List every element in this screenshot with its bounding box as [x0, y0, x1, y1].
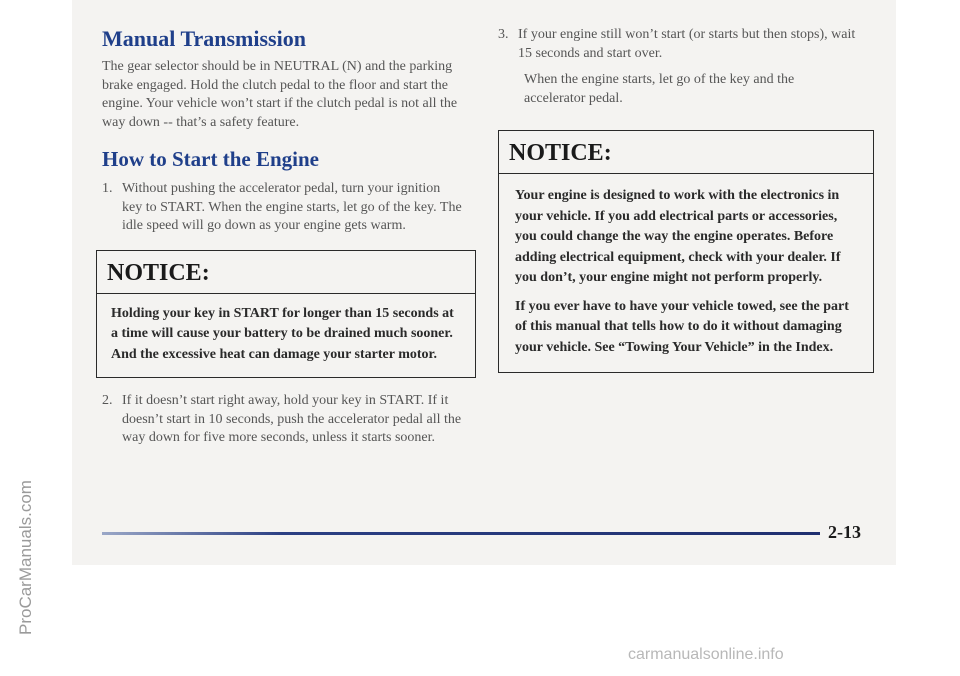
bottom-watermark: carmanualsonline.info — [628, 646, 784, 663]
step-3 — [498, 26, 863, 63]
step-3-text: If your engine still won’t start (or starts but then stops), wait 15 seconds and start over. — [518, 27, 856, 61]
start-engine-heading: How to Start the Engine — [102, 147, 319, 171]
step-1 — [102, 180, 462, 236]
notice-body — [97, 294, 475, 378]
step-2-text: If it doesn’t start right away, hold your key in START. If it doesn’t start in 10 seconds, push the accelerator pedal all the way down for five more seconds, unless it starts sooner. — [122, 393, 462, 445]
notice-paragraph-2: If you ever have to have your vehicle towed, see the part of this manual that tells how to do it without damaging your vehicle. See “Towing Your Vehicle” in the Index. — [515, 298, 849, 355]
step-3-followup: When the engine starts, let go of the key and the accelerator pedal. — [524, 72, 795, 106]
notice-body — [499, 174, 873, 372]
left-column — [102, 26, 482, 448]
side-watermark-text: ProCarManuals.com — [16, 480, 35, 635]
manual-transmission-heading: Manual Transmission — [102, 26, 306, 51]
notice-heading: NOTICE: — [499, 131, 873, 174]
side-watermark — [6, 205, 35, 635]
step-2 — [102, 392, 462, 448]
page-number: 2-13 — [828, 522, 861, 542]
right-column — [498, 26, 878, 373]
step-1-number: 1. — [102, 181, 113, 196]
notice-paragraph-1: Your engine is designed to work with the electronics in your vehicle. If you add electrical parts or accessories, you could change the way the engine operates. Before adding electrical equipment, check with your dealer. If you don’t, your engine might not perform properly. — [515, 188, 841, 285]
step-3-number: 3. — [498, 27, 509, 42]
notice-text: Holding your key in START for longer than 15 seconds at a time will cause your battery to be drained much sooner. And the excessive heat can damage your starter motor. — [111, 305, 454, 362]
notice-box-battery — [96, 250, 476, 379]
footer-rule — [102, 532, 820, 535]
step-1-text: Without pushing the accelerator pedal, turn your ignition key to START. When the engine starts, let go of the key. The idle speed will go down as your engine gets warm. — [122, 181, 462, 233]
step-2-number: 2. — [102, 393, 113, 408]
manual-transmission-text: The gear selector should be in NEUTRAL (N) and the parking brake engaged. Hold the clutch pedal to the floor and start the engine. Your vehicle won’t start if the clutch pedal is not all the way down -- that’s a safety feature. — [102, 59, 458, 130]
notice-box-electrical — [498, 130, 874, 373]
notice-heading: NOTICE: — [97, 251, 475, 294]
